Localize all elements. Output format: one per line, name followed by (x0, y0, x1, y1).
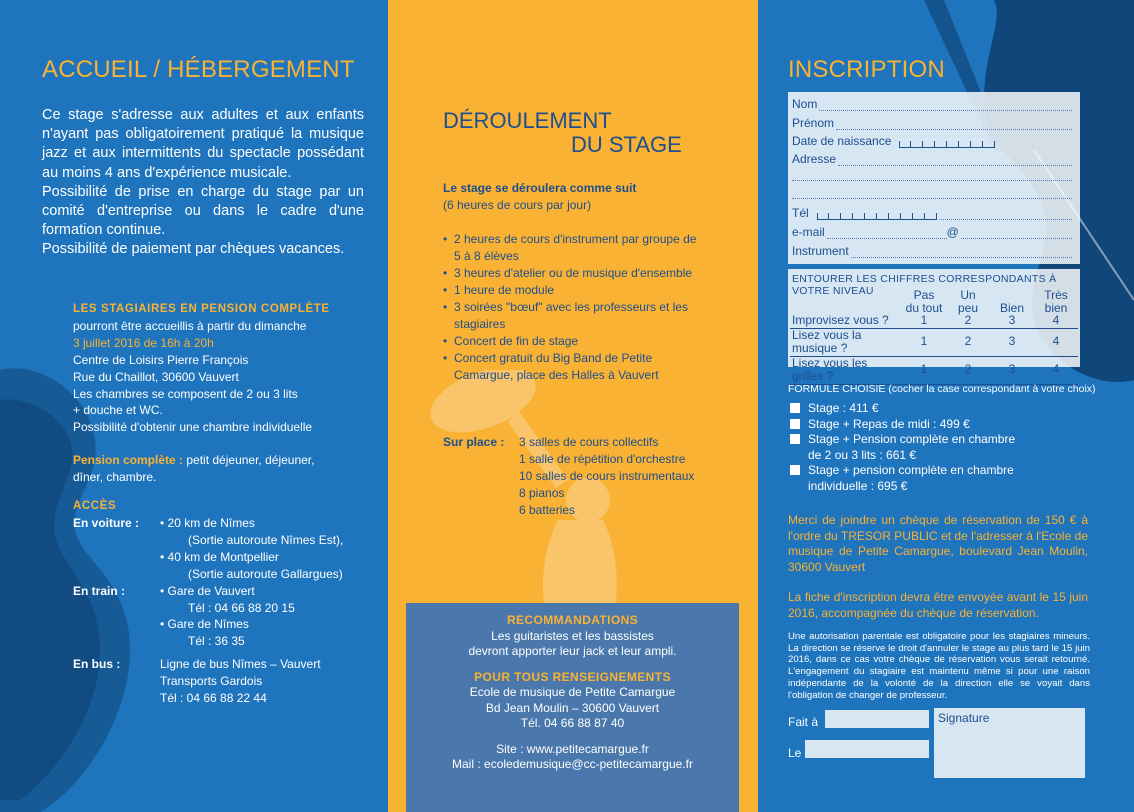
reco-heading: RECOMMANDATIONS (506, 613, 639, 627)
row-label: Lisez vous la musique ? (790, 328, 902, 356)
checkbox[interactable] (790, 419, 800, 429)
schedule-list (443, 231, 705, 384)
level-choice[interactable]: 3 (990, 356, 1034, 384)
adresse-line[interactable] (792, 188, 1072, 199)
option-label: Stage + Repas de midi : 499 € (808, 416, 970, 431)
row-label: Lisez vous les grilles ? (790, 356, 902, 384)
tel-field[interactable] (792, 206, 1072, 220)
list-item: • Concert de fin de stage (443, 333, 705, 350)
formule-label: FORMULE CHOISIE (788, 383, 886, 395)
acces-line: Transports Gardois (160, 674, 263, 689)
column-header: Bien (999, 300, 1025, 315)
option-stage[interactable] (790, 401, 1090, 417)
pension-rooms: Les chambres se composent de 2 ou 3 lits (73, 386, 298, 401)
facility-item: 10 salles de cours instrumentaux (519, 469, 695, 483)
reco-text: devront apporter leur jack et leur ampli. (468, 644, 677, 658)
panel-inscription (758, 0, 1134, 812)
practical-details (73, 301, 373, 707)
level-table (790, 289, 1078, 385)
legal-notice: Une autorisation parentale est obligatoire pour les stagiaires mineurs. La direction se réserve le droit d'annuler le stage au plus tard le 15 juin 2016, dans ce cas votre chèque de réservation vous serait retourné. L'engagement du stagiaire est maintenu même si pour une raison indépendante de la volonté de la direction elle se voyait dans l'obligation de changer de professeur. (788, 631, 1090, 701)
list-item: • Concert gratuit du Big Band de Petite Camargue, place des Halles à Vauvert (443, 350, 705, 384)
schedule-subheading: (6 heures de cours par jour) (443, 198, 592, 212)
level-table-box (788, 269, 1080, 383)
level-choice[interactable]: 2 (946, 356, 990, 384)
option-repas[interactable] (790, 417, 1090, 433)
adresse-field[interactable] (792, 152, 1072, 166)
acces-line: Tél : 04 66 88 22 44 (160, 691, 267, 706)
level-choice[interactable]: 1 (902, 328, 946, 356)
pension-date: 3 juillet 2016 de 16h à 20h (73, 335, 214, 350)
acces-voiture (73, 515, 373, 583)
column-header: Pas du tout (905, 288, 943, 315)
intro-paragraph: Possibilité de paiement par chèques vacances. (42, 241, 345, 258)
level-choice[interactable]: 2 (946, 314, 990, 328)
level-choice[interactable]: 1 (902, 356, 946, 384)
facilities (443, 434, 694, 519)
list-item: • 3 soirées "bœuf" avec les professeurs et les stagiaires (443, 299, 705, 333)
section-title: INSCRIPTION (788, 56, 945, 83)
intro-paragraph: Possibilité de prise en charge du stage par un comité d'entreprise ou dans le cadre d'une formation continue. (42, 183, 364, 239)
panel-accueil (0, 0, 388, 812)
pension-complete-text: petit déjeuner, déjeuner, (183, 453, 315, 468)
acces-bus (73, 656, 373, 707)
table-row (790, 356, 1078, 384)
checkbox[interactable] (790, 465, 800, 475)
level-heading: ENTOURER LES CHIFFRES CORRESPONDANTS À VOTRE NIVEAU (792, 273, 1057, 297)
schedule-heading: Le stage se déroulera comme suit (443, 181, 637, 195)
email-field[interactable] (792, 225, 1072, 239)
acces-heading: ACCÈS (73, 500, 117, 513)
place-label: Fait à (788, 715, 819, 729)
info-text: Ecole de musique de Petite Camargue (469, 685, 676, 699)
acces-line: • 20 km de Nîmes (160, 515, 255, 530)
section-title: ACCUEIL / HÉBERGEMENT (42, 56, 355, 83)
nom-field[interactable] (792, 97, 1072, 111)
info-text: Bd Jean Moulin – 30600 Vauvert (485, 700, 660, 715)
pension-complete-text: dîner, chambre. (73, 470, 157, 485)
facilities-label: Sur place : (443, 435, 505, 449)
info-phone: Tél. 04 66 88 87 40 (520, 716, 625, 730)
acces-line: • 40 km de Montpellier (160, 549, 279, 564)
at-sign: @ (946, 225, 959, 239)
field-label: Tél (792, 206, 809, 220)
acces-line: (Sortie autoroute Gallargues) (188, 566, 343, 581)
acces-label: En train : (73, 583, 126, 598)
acces-train (73, 583, 373, 651)
section-title: DU STAGE (571, 132, 682, 157)
facility-item: 3 salles de cours collectifs (519, 435, 659, 449)
row-label: Improvisez vous ? (790, 314, 902, 328)
pension-place: Centre de Loisirs Pierre François (73, 352, 249, 367)
acces-line: • Gare de Nîmes (160, 617, 249, 632)
section-title: DÉROULEMENT (443, 108, 612, 133)
birthdate-field[interactable] (792, 134, 1072, 148)
place-input[interactable] (825, 710, 929, 728)
pension-line: pourront être accueillis à partir du dimanche (73, 318, 307, 333)
pension-rooms: Possibilité d'obtenir une chambre individuelle (73, 420, 313, 435)
signature-box[interactable] (934, 708, 1085, 778)
checkbox[interactable] (790, 403, 800, 413)
field-label: Adresse (792, 152, 837, 166)
acces-line: (Sortie autoroute Nîmes Est), (188, 532, 344, 547)
acces-line: Tél : 36 35 (188, 634, 245, 649)
level-choice[interactable]: 4 (1034, 328, 1078, 356)
acces-label: En voiture : (73, 515, 140, 530)
field-label: Instrument (792, 244, 849, 258)
level-choice[interactable]: 3 (990, 328, 1034, 356)
table-row (790, 328, 1078, 356)
date-label: Le (788, 746, 802, 760)
field-label: Date de naissance (792, 134, 892, 148)
intro-paragraph: Ce stage s'adresse aux adultes et aux enfants n'ayant pas obligatoirement pratiqué la musique jazz et aux intermittents du spectacle possédant au moins 4 ans d'expérience musicale. (42, 107, 364, 181)
option-pension-individuelle[interactable] (790, 463, 1090, 494)
pension-complete (73, 452, 373, 469)
level-header-row (790, 289, 1078, 314)
date-input[interactable] (805, 740, 929, 758)
field-label: e-mail (792, 225, 825, 239)
pension-rooms: + douche et WC. (73, 403, 163, 418)
recommendations-box (406, 603, 739, 812)
level-choice[interactable]: 4 (1034, 356, 1078, 384)
intro-text (42, 106, 364, 260)
option-label: Stage + pension complète en chambre (808, 463, 1014, 477)
panel-deroulement (388, 0, 758, 812)
list-item: • 3 heures d'atelier ou de musique d'ensemble (443, 265, 705, 282)
info-heading: POUR TOUS RENSEIGNEMENTS (474, 669, 671, 684)
inscription-form (788, 92, 1080, 264)
option-label: Stage + Pension complète en chambre (808, 432, 1016, 446)
level-choice[interactable]: 2 (946, 328, 990, 356)
acces-label: En bus : (73, 657, 121, 672)
prenom-field[interactable] (792, 116, 1072, 130)
acces-line: Tél : 04 66 88 20 15 (188, 600, 295, 615)
acces-line: • Gare de Vauvert (160, 583, 255, 598)
list-item: • 2 heures de cours d'instrument par groupe de 5 à 8 élèves (443, 231, 705, 265)
level-choice[interactable]: 1 (902, 314, 946, 328)
list-item: • 1 heure de module (443, 282, 705, 299)
field-label: Prénom (792, 116, 835, 130)
facility-item: 8 pianos (519, 486, 565, 500)
phone-boxes[interactable] (817, 210, 937, 220)
instrument-field[interactable] (792, 244, 1072, 258)
formule-options (790, 401, 1090, 494)
option-label: de 2 ou 3 lits : 661 € (808, 447, 917, 462)
pension-complete-label: Pension complète : (73, 453, 184, 468)
level-choice[interactable]: 4 (1034, 314, 1078, 328)
website-link[interactable]: Site : www.petitecamargue.fr (496, 741, 649, 756)
formule-note: (cocher la case correspondant à votre choix) (885, 383, 1096, 395)
column-header: Un peu (957, 288, 979, 315)
option-label: individuelle : 695 € (808, 478, 908, 493)
acces-line: Ligne de bus Nîmes – Vauvert (160, 657, 321, 672)
pension-address: Rue du Chaillot, 30600 Vauvert (73, 369, 239, 384)
option-label: Stage : 411 € (808, 401, 879, 415)
option-pension-partagee[interactable] (790, 432, 1090, 463)
payment-instructions: Merci de joindre un chèque de réservation de 150 € à l'ordre du TRESOR PUBLIC et de l'adresser à l'Ecole de musique de Petite Camargue, boulevard Jean Moulin, 30600 Vauvert (788, 513, 1088, 574)
schedule-intro (443, 180, 743, 214)
table-row (790, 314, 1078, 328)
checkbox[interactable] (790, 434, 800, 444)
deadline-notice: La fiche d'inscription devra être envoyée avant le 15 juin 2016, accompagnée du chèque de réservation. (788, 590, 1088, 620)
pension-heading: LES STAGIAIRES EN PENSION COMPLÈTE (73, 303, 330, 315)
adresse-line[interactable] (792, 170, 1072, 181)
level-choice[interactable]: 3 (990, 314, 1034, 328)
reco-text: Les guitaristes et les bassistes (491, 628, 654, 643)
facility-item: 6 batteries (519, 503, 576, 517)
field-label: Nom (792, 97, 818, 111)
date-boxes[interactable] (899, 138, 995, 148)
facility-item: 1 salle de répétition d'orchestre (519, 452, 686, 466)
formule-heading (788, 383, 1108, 396)
signature-label: Signature (938, 711, 990, 725)
email-link[interactable]: Mail : ecoledemusique@cc-petitecamargue.fr (452, 757, 693, 771)
column-header: Très bien (1044, 288, 1068, 315)
